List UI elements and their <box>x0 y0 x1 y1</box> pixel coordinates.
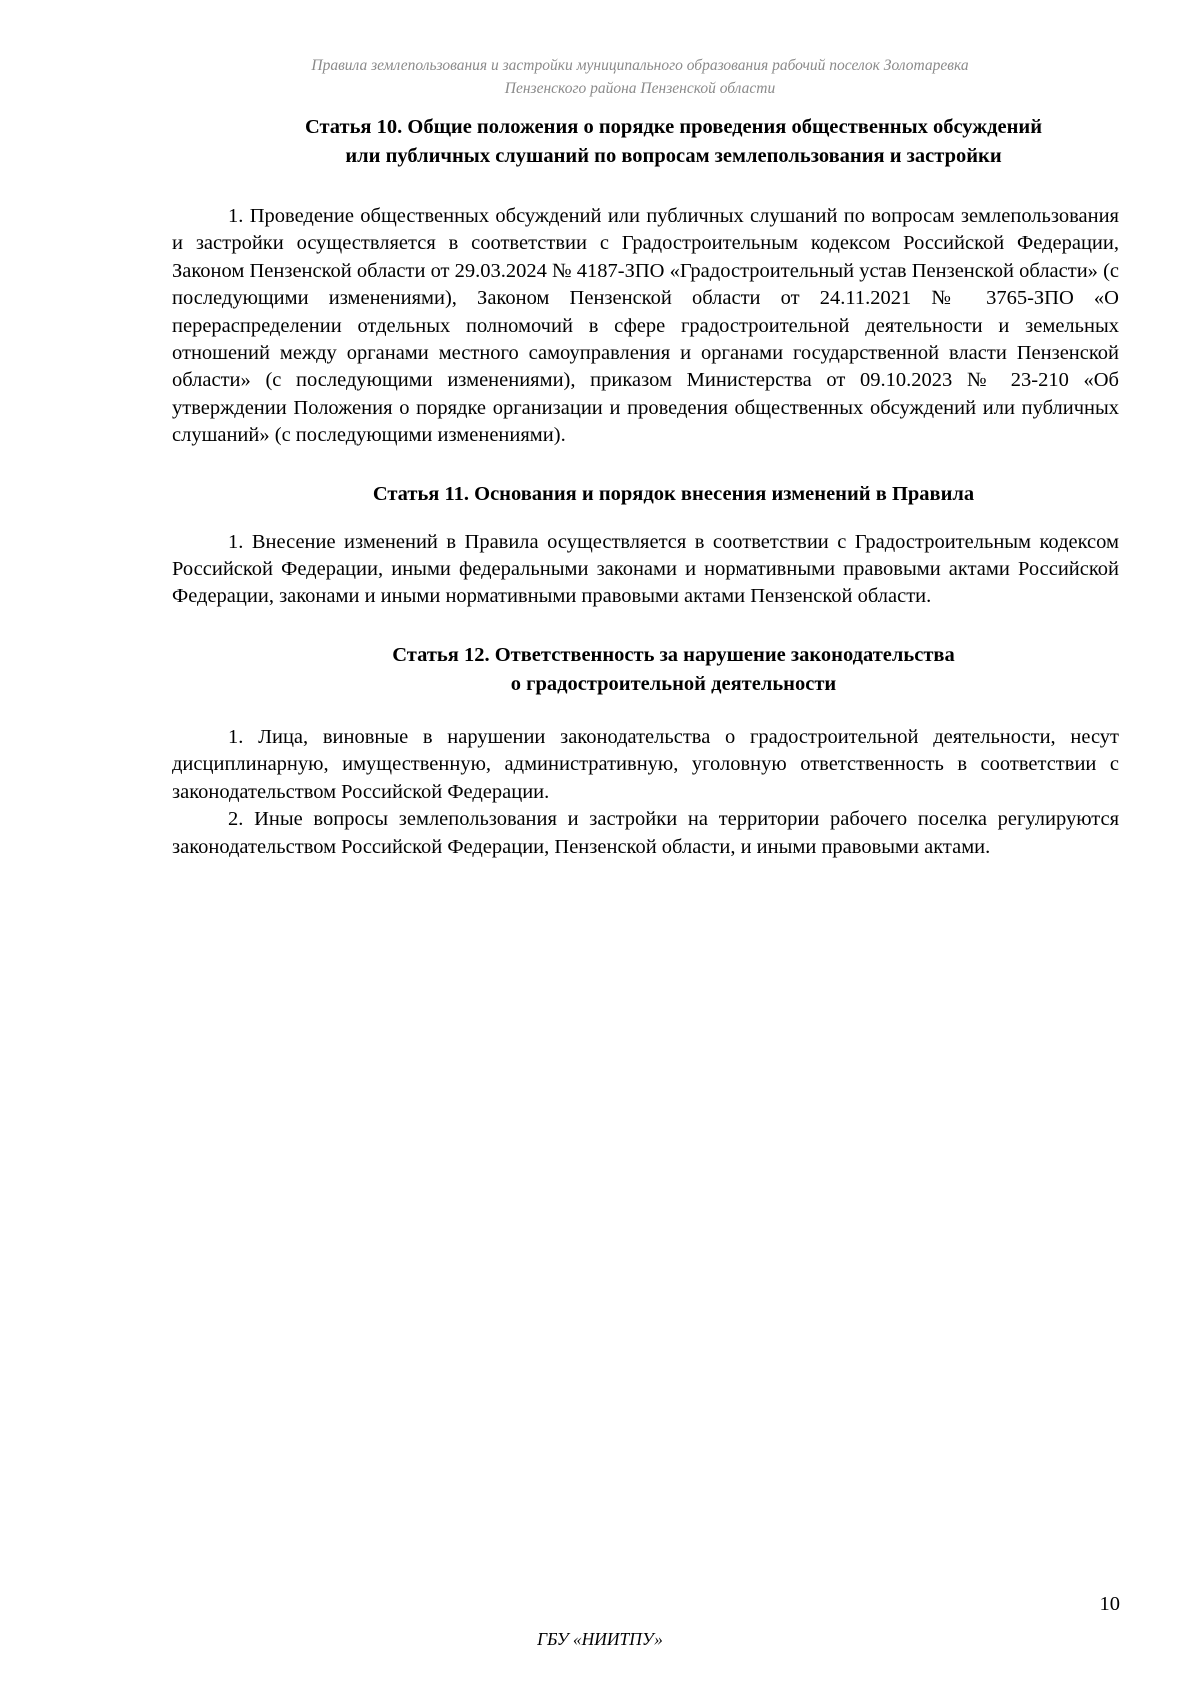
article-11-paragraph-1: 1. Внесение изменений в Правила осуществляется в соответствии с Градостроительным кодексом Российской Федерации, иными федеральными законами и нормативными правовыми актами Российской Федерации, законами и иными нормативными правовыми актами Пензенской области. <box>172 530 1119 608</box>
page-number: 10 <box>1099 1593 1120 1615</box>
running-header-line-1: Правила землепользования и застройки муниципального образования рабочий поселок Золотаревка <box>311 57 969 74</box>
article-12-paragraph-2: 2. Иные вопросы землепользования и застройки на территории рабочего поселка регулируются законодательством Российской Федерации, Пензенской области, и иными правовыми актами. <box>172 808 1119 858</box>
article-12-paragraph-1: 1. Лица, виновные в нарушении законодательства о градостроительной деятельности, несут дисциплинарную, имущественную, административную, уголовную ответственность в соответствии с законодательством Российской Федерации. <box>172 725 1119 803</box>
article-11 <box>172 480 1119 611</box>
article-10 <box>172 113 1119 450</box>
article-10-title-line-2: или публичных слушаний по вопросам землепользования и застройки <box>345 145 1002 167</box>
document-body <box>172 113 1119 861</box>
article-11-title <box>228 480 1119 509</box>
running-header <box>200 54 1080 100</box>
article-11-title-line-1: Статья 11. Основания и порядок внесения изменений в Правила <box>372 482 975 505</box>
running-header-line-2: Пензенского района Пензенской области <box>504 80 776 97</box>
running-footer: ГБУ «НИИТПУ» <box>537 1629 663 1649</box>
article-12 <box>172 641 1119 861</box>
article-10-title <box>228 113 1119 171</box>
article-12-title-line-1: Статья 12. Ответственность за нарушение законодательства <box>392 643 955 666</box>
article-10-title-line-1: Статья 10. Общие положения о порядке проведения общественных обсуждений <box>304 116 1043 138</box>
article-12-title <box>228 641 1119 699</box>
article-12-title-line-2: о градостроительной деятельности <box>510 672 837 695</box>
article-10-paragraph-1: 1. Проведение общественных обсуждений или публичных слушаний по вопросам землепользования и застройки осуществляется в соответствии с Градостроительным кодексом Российской Федерации, Законом Пензенской области от 29.03.2024 № 4187-ЗПО «Градостроительный устав Пензенской области» (с последующими изменениями), Законом Пензенской области от 24.11.2021 № 3765-ЗПО «О перераспределении отдельных полномочий в сфере градостроительной деятельности и земельных отношений между органами местного самоуправления и органами государственной власти Пензенской области» (с последующими изменениями), приказом Министерства от 09.10.2023 № 23-210 «Об утверждении Положения о порядке организации и проведения общественных обсуждений или публичных слушаний» (с последующими изменениями). <box>172 205 1119 447</box>
